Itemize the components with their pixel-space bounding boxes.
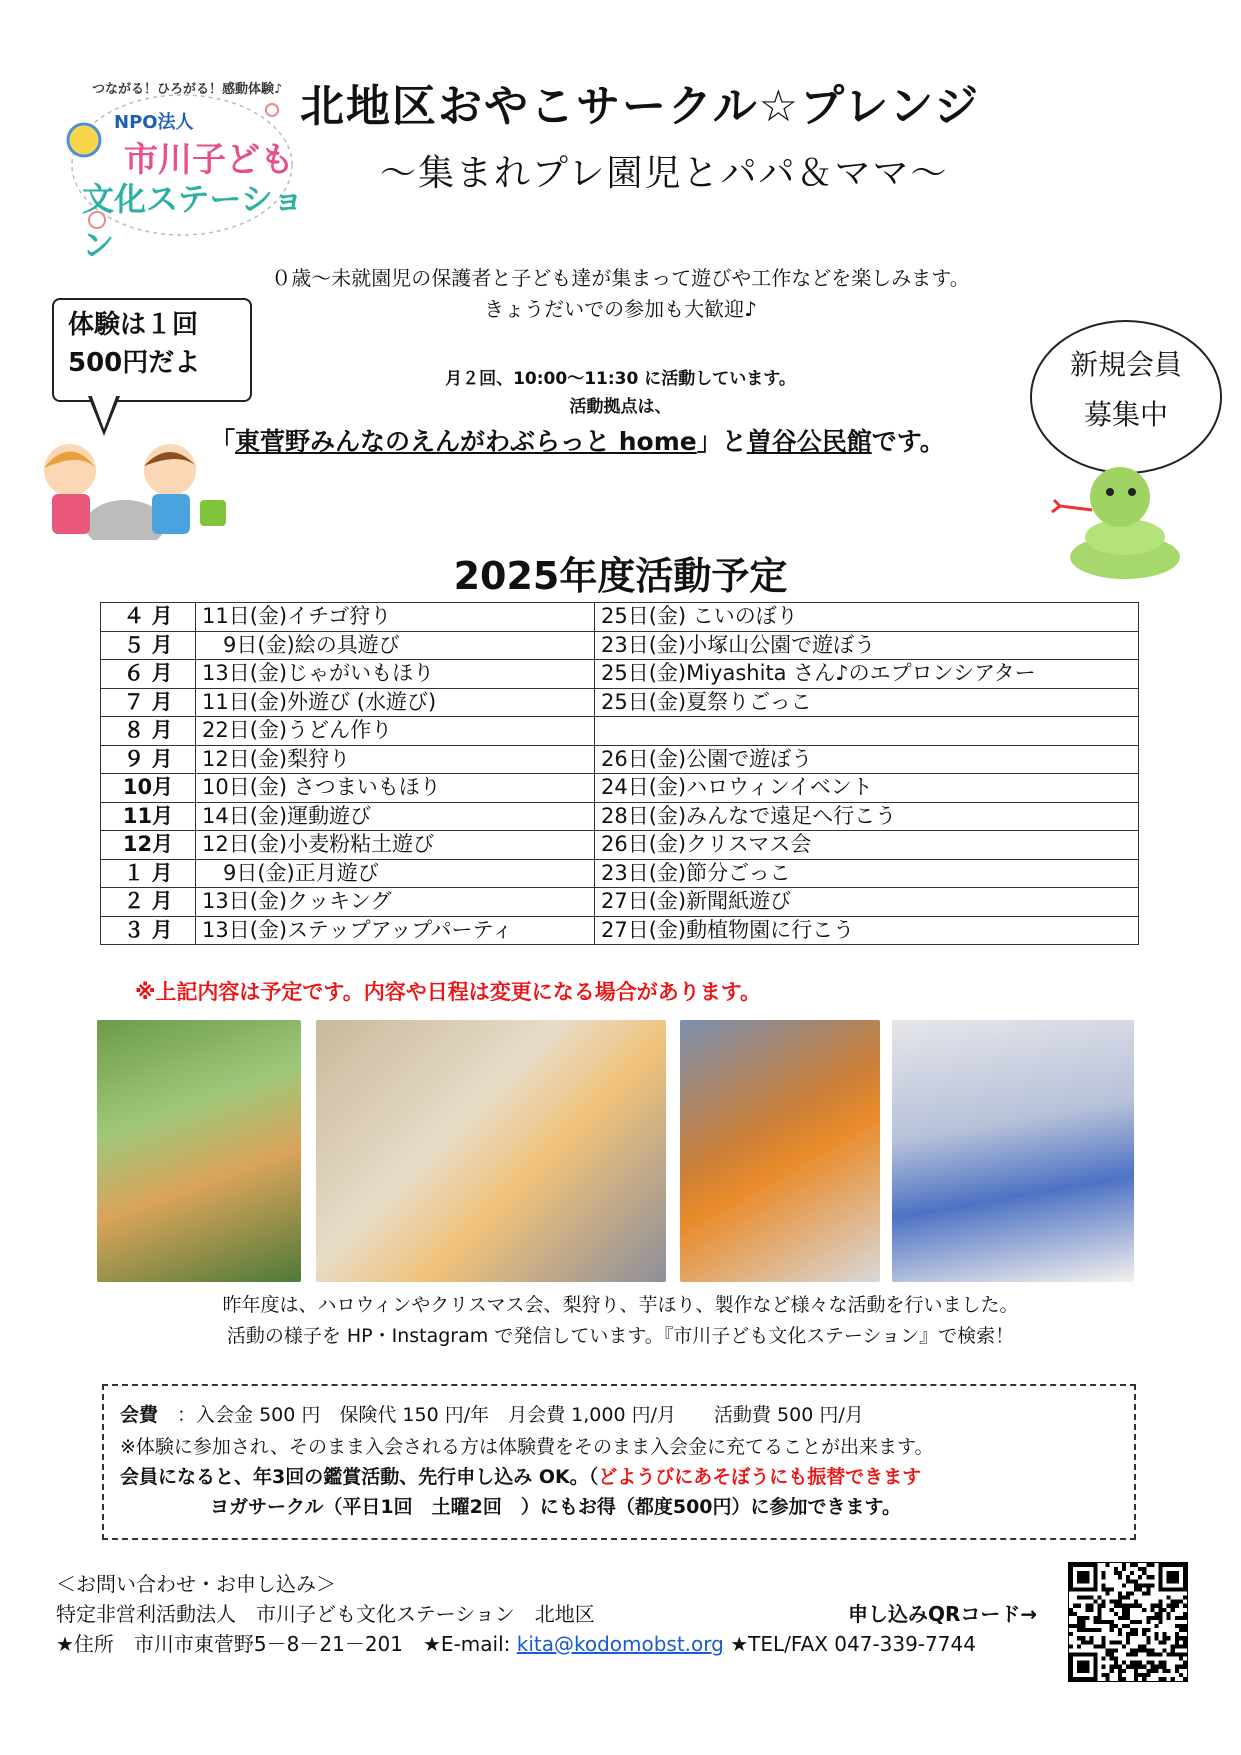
schedule-event-2: 25日(金)Miyashita さん♪のエプロンシアター (595, 660, 1139, 689)
schedule-event-2: 25日(金) こいのぼり (595, 603, 1139, 632)
contact-tel: ★TEL/FAX 047-339-7744 (723, 1632, 976, 1656)
member-benefits (120, 1462, 921, 1489)
schedule-event-1: 10日(金) さつまいもほり (196, 774, 595, 803)
contact-details (56, 1628, 976, 1657)
contact-email-link[interactable]: kita@kodomobst.org (516, 1632, 724, 1656)
fee-detail: ：入会金 500 円 保険代 150 円/年 月会費 1,000 円/月 活動費 500 円/月 (177, 1404, 864, 1426)
base-label: 活動拠点は、 (569, 397, 672, 417)
contact-org: 特定非営利活動法人 市川子ども文化ステーション 北地区 (56, 1602, 595, 1626)
schedule-event-1: 12日(金)梨狩り (196, 745, 595, 774)
place-2: 曽谷公民館 (746, 427, 872, 456)
photo-halloween (680, 1020, 880, 1282)
fee-line (120, 1400, 864, 1427)
schedule-row (101, 631, 1139, 660)
schedule-event-1: 13日(金)ステップアップパーティ (196, 916, 595, 945)
member-transfer-note: どようびにあそぼうにも振替できます (598, 1466, 922, 1488)
schedule-event-2: 24日(金)ハロウィンイベント (595, 774, 1139, 803)
place-mid: 」と (696, 427, 747, 456)
schedule-month: 11月 (101, 802, 196, 831)
schedule-event-2: 27日(金)新聞紙遊び (595, 888, 1139, 917)
fee-box (102, 1384, 1136, 1540)
schedule-event-2: 28日(金)みんなで遠足へ行こう (595, 802, 1139, 831)
year-title: 2025年度活動予定 (453, 554, 788, 598)
member-prefix: 会員になると、年3回の鑑賞活動、先行申し込み OK。（ (120, 1466, 599, 1488)
logo-name-line1: 市川子ども (124, 140, 294, 180)
schedule-event-1: 22日(金)うどん作り (196, 717, 595, 746)
schedule-month: ５ 月 (101, 631, 196, 660)
bubble-right-line2: 募集中 (1083, 398, 1168, 431)
contact-address: ★住所 市川市東菅野5－8－21－201 ★E-mail: (56, 1632, 517, 1656)
photo-group-event (316, 1020, 666, 1282)
schedule-event-1: 11日(金)外遊び (水遊び) (196, 688, 595, 717)
yoga-note: ヨガサークル（平日1回 土曜2回 ）にもお得（都度500円）に参加できます。 (210, 1496, 902, 1518)
last-year-line-2: 活動の様子を HP・Instagram で発信しています。『市川子ども文化ステーション』で検索！ (226, 1325, 1015, 1347)
schedule-event-2: 23日(金)節分ごっこ (595, 859, 1139, 888)
intro-line-2: きょうだいでの参加も大歓迎♪ (484, 297, 757, 321)
npo-logo (62, 70, 312, 264)
schedule-event-2: 25日(金)夏祭りごっこ (595, 688, 1139, 717)
schedule-row (101, 774, 1139, 803)
intro-line-1: ０歳～未就園児の保護者と子ども達が集まって遊びや工作などを楽しみます。 (271, 266, 970, 290)
schedule-event-1: 13日(金)じゃがいもほり (196, 660, 595, 689)
fee-note: ※体験に参加され、そのまま入会される方は体験費をそのまま入会金に充てることが出来ます。 (120, 1436, 934, 1458)
schedule-event-2 (595, 717, 1139, 746)
signup-qr-code[interactable] (1068, 1562, 1188, 1682)
schedule-month: ６ 月 (101, 660, 196, 689)
schedule-event-1: 13日(金)クッキング (196, 888, 595, 917)
schedule-row (101, 916, 1139, 945)
page-subtitle: ～集まれプレ園児とパパ＆ママ～ (380, 153, 949, 194)
schedule-month: ３ 月 (101, 916, 196, 945)
schedule-table (100, 602, 1139, 945)
schedule-row (101, 660, 1139, 689)
schedule-month: １ 月 (101, 859, 196, 888)
schedule-info: 月２回、10:00～11:30 に活動しています。 (445, 369, 796, 389)
photo-painting (892, 1020, 1134, 1282)
last-year-line-1: 昨年度は、ハロウィンやクリスマス会、梨狩り、芋ほり、製作など様々な活動を行いました。 (222, 1294, 1019, 1316)
logo-npo: NPO法人 (114, 112, 194, 133)
schedule-row (101, 688, 1139, 717)
kids-illustration (20, 430, 230, 540)
bubble-right-line1: 新規会員 (1069, 348, 1182, 381)
qr-label: 申し込みQRコード→ (848, 1602, 1038, 1626)
activity-places (210, 422, 1070, 458)
schedule-event-1: 9日(金)絵の具遊び (196, 631, 595, 660)
schedule-month: ８ 月 (101, 717, 196, 746)
schedule-row (101, 717, 1139, 746)
contact-heading: ＜お問い合わせ・お申し込み＞ (56, 1572, 336, 1596)
place-suffix: です。 (871, 427, 945, 456)
place-prefix: 「 (210, 427, 236, 456)
schedule-event-2: 27日(金)動植物園に行こう (595, 916, 1139, 945)
schedule-event-1: 14日(金)運動遊び (196, 802, 595, 831)
schedule-event-2: 26日(金)公園で遊ぼう (595, 745, 1139, 774)
schedule-month: ７ 月 (101, 688, 196, 717)
schedule-row (101, 745, 1139, 774)
schedule-event-1: 11日(金)イチゴ狩り (196, 603, 595, 632)
schedule-row (101, 603, 1139, 632)
schedule-event-2: 23日(金)小塚山公園で遊ぼう (595, 631, 1139, 660)
schedule-event-1: 12日(金)小麦粉粘土遊び (196, 831, 595, 860)
schedule-row (101, 831, 1139, 860)
schedule-notice: ※上記内容は予定です。内容や日程は変更になる場合があります。 (135, 980, 762, 1004)
schedule-event-1: 9日(金)正月遊び (196, 859, 595, 888)
schedule-row (101, 802, 1139, 831)
schedule-month: 10月 (101, 774, 196, 803)
logo-name-line2: 文化ステーション (82, 180, 305, 264)
schedule-month: 12月 (101, 831, 196, 860)
schedule-event-2: 26日(金)クリスマス会 (595, 831, 1139, 860)
logo-tagline: つながる！ひろがる！感動体験♪ (92, 82, 283, 97)
page-title: 北地区おやこサークル☆プレンジ (300, 81, 981, 132)
place-1: 東菅野みんなのえんがわぶらっと home (235, 427, 697, 456)
schedule-row (101, 888, 1139, 917)
schedule-month: ９ 月 (101, 745, 196, 774)
fee-label: 会費 (120, 1404, 159, 1426)
bubble-left-line1: 体験は１回 (68, 310, 199, 340)
schedule-month: ２ 月 (101, 888, 196, 917)
schedule-row (101, 859, 1139, 888)
photo-pear-picking (97, 1020, 301, 1282)
bubble-left-line2: 500円だよ (68, 348, 201, 378)
schedule-month: ４ 月 (101, 603, 196, 632)
